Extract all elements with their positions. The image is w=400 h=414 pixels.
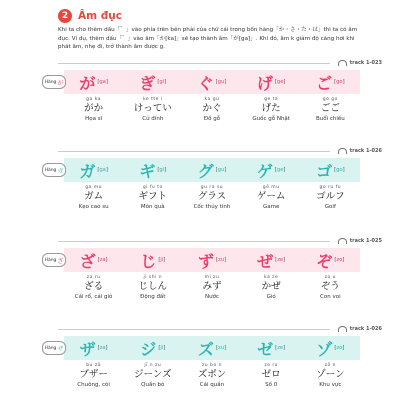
word-meaning: Khu vực <box>319 382 342 388</box>
word-romanization: ke tte i <box>142 97 163 102</box>
kana-cell <box>64 248 123 300</box>
word-meaning: Họa sĩ <box>85 116 103 122</box>
track-number: track 1-026 <box>349 148 382 154</box>
section-title: Âm đục <box>78 10 122 22</box>
headphones-icon <box>338 148 347 154</box>
word-meaning: Guốc gỗ Nhật <box>252 116 290 122</box>
kana-character: ご <box>316 73 333 93</box>
kana-cell <box>182 70 241 122</box>
romaji-label: [zu] <box>215 345 227 351</box>
kana-character: ゲ <box>256 161 273 181</box>
example-word: かぐ <box>202 103 222 114</box>
kana-section <box>0 60 400 148</box>
word-romanization: ka gu <box>204 97 220 102</box>
kana-cell <box>182 248 241 300</box>
example-word: けってい <box>133 103 172 114</box>
track-divider <box>58 329 330 330</box>
kana-character: ギ <box>139 161 156 181</box>
example-word: ブザー <box>79 369 108 380</box>
track-divider <box>58 151 330 152</box>
section-header <box>58 8 122 24</box>
word-romanization: ga mu <box>85 185 102 190</box>
example-word: ごご <box>320 103 340 114</box>
word-romanization: go go <box>322 97 338 102</box>
romaji-label: [zu] <box>215 257 227 263</box>
kana-cell <box>301 70 360 122</box>
word-meaning: Quần bò <box>141 382 165 388</box>
word-romanization: ga ka <box>86 97 102 102</box>
example-word: ジーンズ <box>134 369 172 380</box>
word-romanization: zō n <box>324 363 337 368</box>
kana-character: ズ <box>197 339 214 359</box>
example-word: ゴルフ <box>316 191 345 202</box>
word-romanization: gi fu to <box>142 185 163 190</box>
romaji-label: [zo] <box>334 345 345 351</box>
word-meaning: Động đất <box>140 294 166 300</box>
example-word: グラス <box>197 191 227 202</box>
row-label-text: Hàng <box>44 167 57 173</box>
intro-paragraph: Khi ta cho thêm dấu「゛」vào phía trên bên phải của chữ cái trong bốn hàng「か・さ・た・は」thì ta có âm đục. Ví dụ, thêm dấu「゛」vào âm「か[ka]」sẽ tạo thành âm「が[ga]」. Khi đó, âm k giảm độ căng hơi khi phát âm, nhẹ đi, trở thành âm được g. <box>58 27 358 50</box>
romaji-label: [go] <box>334 79 345 85</box>
row-label-badge <box>42 253 66 267</box>
kana-cell <box>123 158 182 210</box>
kana-cell <box>123 248 182 300</box>
kana-cell <box>242 70 301 122</box>
row-label-text: Hàng <box>44 79 57 85</box>
kana-cell <box>242 248 301 300</box>
kana-character: ぜ <box>257 251 274 271</box>
romaji-label: [ga] <box>97 79 108 85</box>
row-label-kana: ざ <box>57 257 64 265</box>
romaji-label: [gu] <box>215 167 227 173</box>
word-romanization: jī n zu <box>144 363 162 368</box>
kana-cells <box>64 70 360 122</box>
romaji-label: [za] <box>97 345 108 351</box>
example-word: ぞう <box>320 281 340 292</box>
row-label-kana: が <box>57 79 64 87</box>
kana-cell <box>123 70 182 122</box>
kana-character: ザ <box>79 339 96 359</box>
romaji-label: [gi] <box>157 79 167 85</box>
example-word: ギフト <box>138 191 168 202</box>
row-label-badge <box>42 163 66 177</box>
word-meaning: Golf <box>324 204 336 210</box>
word-meaning: Chuông, còi <box>77 382 110 388</box>
kana-cell <box>182 336 241 388</box>
word-romanization: za ru <box>86 275 101 280</box>
headphones-icon <box>338 238 347 244</box>
romaji-label: [ze] <box>275 257 286 263</box>
kana-character: げ <box>256 73 273 93</box>
track-number: track 1-023 <box>349 60 382 66</box>
headphones-icon <box>338 326 347 332</box>
example-word: ガム <box>84 191 104 202</box>
audio-track-label[interactable] <box>338 148 382 154</box>
example-word: ゾーン <box>316 369 345 380</box>
romaji-label: [ze] <box>275 345 286 351</box>
kana-section <box>0 326 400 414</box>
kana-character: ジ <box>140 339 157 359</box>
kana-character: ガ <box>79 161 96 181</box>
kana-character: ず <box>197 251 214 271</box>
word-romanization: ze ro <box>264 363 278 368</box>
row-label-badge <box>42 341 66 355</box>
word-meaning: Món quà <box>140 204 165 210</box>
example-word: みず <box>202 281 222 292</box>
example-word: げた <box>261 103 281 114</box>
romaji-label: [zo] <box>334 257 345 263</box>
romaji-label: [ji] <box>158 345 166 351</box>
romaji-label: [ge] <box>274 167 286 173</box>
word-romanization: ji shi n <box>143 275 163 280</box>
word-meaning: Con voi <box>320 294 341 300</box>
romaji-label: [za] <box>97 257 108 263</box>
row-label-badge <box>42 75 66 89</box>
word-meaning: Số 0 <box>265 382 278 388</box>
kana-cell <box>301 248 360 300</box>
track-divider <box>58 241 330 242</box>
word-romanization: ge ta <box>264 97 279 102</box>
word-romanization: ka ze <box>263 275 279 280</box>
word-romanization: gē mu <box>262 185 280 190</box>
track-number: track 1-025 <box>349 238 382 244</box>
kana-character: ぞ <box>316 251 333 271</box>
word-meaning: Kẹo cao su <box>78 204 109 210</box>
word-meaning: Cái quần <box>199 382 225 388</box>
word-meaning: Game <box>262 204 280 210</box>
row-label-kana: ザ <box>57 345 64 353</box>
romaji-label: [gu] <box>215 79 227 85</box>
romaji-label: [ji] <box>158 257 166 263</box>
kana-character: ぐ <box>197 73 214 93</box>
word-meaning: Buổi chiều <box>315 116 345 122</box>
audio-track-label[interactable] <box>338 238 382 244</box>
row-label-text: Hàng <box>44 257 57 263</box>
kana-cells <box>64 336 360 388</box>
kana-character: ぎ <box>139 73 156 93</box>
kana-cells <box>64 248 360 300</box>
example-word: ざる <box>84 281 104 292</box>
word-meaning: Cốc thủy tinh <box>193 204 231 210</box>
kana-character: ゾ <box>316 339 333 359</box>
kana-cell <box>301 158 360 210</box>
romaji-label: [ge] <box>274 79 286 85</box>
romaji-label: [gi] <box>157 167 167 173</box>
kana-cell <box>123 336 182 388</box>
track-divider <box>58 63 330 64</box>
example-word: がか <box>84 103 104 114</box>
row-label-kana: ガ <box>57 167 64 175</box>
section-number-badge: 2 <box>58 9 72 23</box>
track-number: track 1-026 <box>349 326 382 332</box>
kana-character: ざ <box>79 251 96 271</box>
word-meaning: Cử đính <box>142 116 164 122</box>
kana-character: が <box>79 73 96 93</box>
kana-cell <box>242 336 301 388</box>
word-meaning: Cái rổ, cái giỏ <box>74 294 113 300</box>
kana-cell <box>64 336 123 388</box>
word-romanization: zo u <box>324 275 337 280</box>
example-word: ズボン <box>197 369 227 380</box>
kana-cell <box>64 70 123 122</box>
kana-cell <box>242 158 301 210</box>
audio-track-label[interactable] <box>338 60 382 66</box>
example-word: ゲーム <box>256 191 286 202</box>
romaji-label: [ga] <box>97 167 108 173</box>
kana-character: グ <box>197 161 214 181</box>
example-word: じしん <box>138 281 168 292</box>
kana-cell <box>182 158 241 210</box>
example-word: かぜ <box>261 281 281 292</box>
kana-character: ゴ <box>316 161 333 181</box>
kana-cell <box>301 336 360 388</box>
word-meaning: Gió <box>266 294 276 300</box>
kana-cells <box>64 158 360 210</box>
word-romanization: go ru fu <box>319 185 342 190</box>
word-meaning: Đồ gỗ <box>203 116 221 122</box>
row-label-text: Hàng <box>44 345 57 351</box>
kana-cell <box>64 158 123 210</box>
kana-character: じ <box>140 251 157 271</box>
romaji-label: [go] <box>334 167 345 173</box>
word-romanization: zu bo n <box>201 363 222 368</box>
word-romanization: gu ra su <box>200 185 224 190</box>
word-romanization: bu zā <box>86 363 101 368</box>
kana-section <box>0 148 400 236</box>
headphones-icon <box>338 60 347 66</box>
kana-section <box>0 238 400 326</box>
audio-track-label[interactable] <box>338 326 382 332</box>
example-word: ゼロ <box>261 369 281 380</box>
word-romanization: mi zu <box>204 275 220 280</box>
word-meaning: Nước <box>204 294 219 300</box>
kana-character: ゼ <box>257 339 274 359</box>
